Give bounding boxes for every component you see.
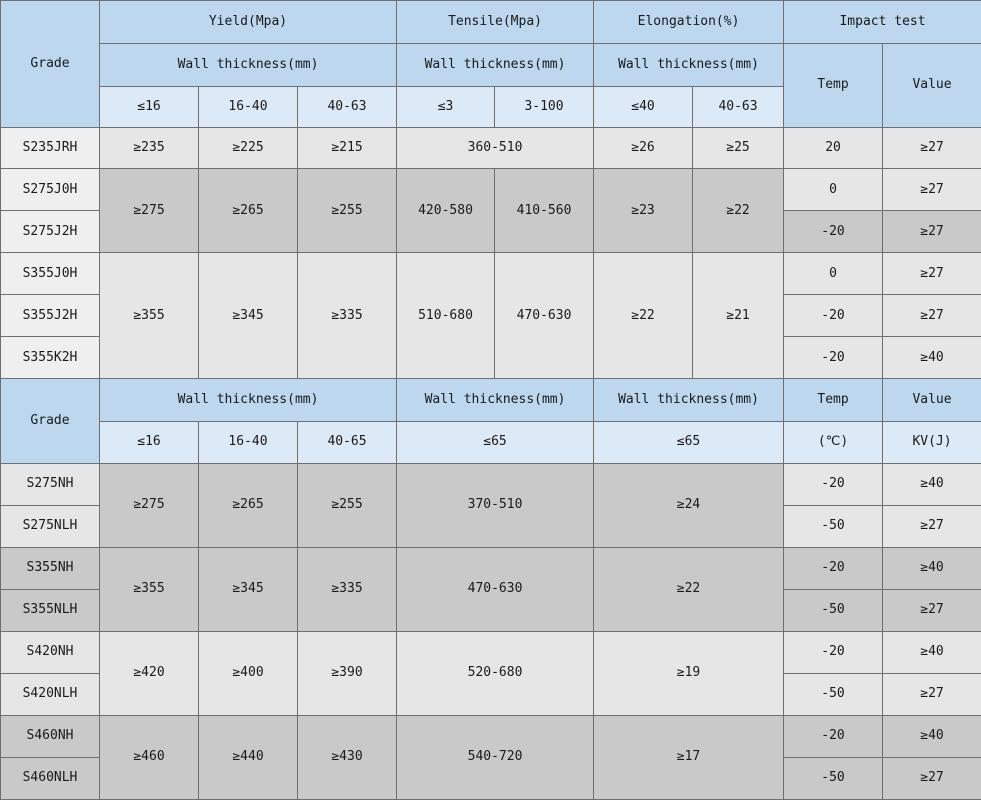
table1-group-elongation: Elongation(%) [594,1,784,44]
tensile-2-s355: 470-630 [495,253,594,379]
tensile-s460n: 540-720 [397,715,594,799]
table1-group-tensile: Tensile(Mpa) [397,1,594,44]
tensile-s275n: 370-510 [397,463,594,547]
yield-2-s460n: ≥440 [199,715,298,799]
table1-subgroup-tensile-wall: Wall thickness(mm) [397,44,594,87]
impact-temp-s275nlh: -50 [784,505,883,547]
grade-s275nh: S275NH [1,463,100,505]
impact-value-s420nh: ≥40 [883,631,981,673]
yield-1-s275n: ≥275 [100,463,199,547]
impact-temp-s235jrh: 20 [784,128,883,169]
impact-temp-s355nh: -20 [784,547,883,589]
impact-temp-s275j0h: 0 [784,169,883,211]
elongation-s355n: ≥22 [594,547,784,631]
impact-temp-s460nlh: -50 [784,757,883,799]
impact-value-s355j0h: ≥27 [883,253,981,295]
table2-subgroup-yield-wall: Wall thickness(mm) [100,379,397,422]
table2-header-row-ranges [1,422,981,463]
table2-range-tensile: ≤65 [397,422,594,463]
impact-value-s275nh: ≥40 [883,463,981,505]
impact-temp-s355j2h: -20 [784,295,883,337]
impact-value-s355k2h: ≥40 [883,337,981,379]
elongation-s460n: ≥17 [594,715,784,799]
yield-3-s355: ≥335 [298,253,397,379]
table1-subgroup-yield-wall: Wall thickness(mm) [100,44,397,87]
table2-subgroup-elongation-wall: Wall thickness(mm) [594,379,784,422]
yield-1-s235jrh: ≥235 [100,128,199,169]
yield-1-s275: ≥275 [100,169,199,253]
grade-s355j0h: S355J0H [1,253,100,295]
impact-temp-s420nh: -20 [784,631,883,673]
impact-temp-s460nh: -20 [784,715,883,757]
table-row [1,715,981,757]
table1-range-yield-1: ≤16 [100,87,199,128]
impact-temp-s355nlh: -50 [784,589,883,631]
impact-value-s275j0h: ≥27 [883,169,981,211]
yield-2-s355n: ≥345 [199,547,298,631]
yield-2-s355: ≥345 [199,253,298,379]
table1-range-yield-2: 16-40 [199,87,298,128]
impact-temp-s420nlh: -50 [784,673,883,715]
yield-1-s420n: ≥420 [100,631,199,715]
table-row [1,169,981,211]
tensile-s235jrh: 360-510 [397,128,594,169]
elongation-1-s355: ≥22 [594,253,693,379]
table1-impact-value-header: Value [883,44,981,128]
yield-3-s355n: ≥335 [298,547,397,631]
yield-3-s275: ≥255 [298,169,397,253]
yield-1-s460n: ≥460 [100,715,199,799]
table2-subgroup-tensile-wall: Wall thickness(mm) [397,379,594,422]
grade-s275j0h: S275J0H [1,169,100,211]
table2-range-yield-1: ≤16 [100,422,199,463]
table2-value-unit: KV(J) [883,422,981,463]
table1-range-tensile-1: ≤3 [397,87,495,128]
table2-range-yield-2: 16-40 [199,422,298,463]
yield-2-s420n: ≥400 [199,631,298,715]
elongation-s275n: ≥24 [594,463,784,547]
yield-2-s275: ≥265 [199,169,298,253]
table1-header-row-groups [1,1,981,44]
table1-range-tensile-2: 3-100 [495,87,594,128]
elongation-2-s355: ≥21 [693,253,784,379]
table-row [1,547,981,589]
impact-value-s275nlh: ≥27 [883,505,981,547]
yield-3-s275n: ≥255 [298,463,397,547]
table-row [1,128,981,169]
yield-3-s420n: ≥390 [298,631,397,715]
yield-1-s355n: ≥355 [100,547,199,631]
grade-s420nlh: S420NLH [1,673,100,715]
grade-s355j2h: S355J2H [1,295,100,337]
impact-value-s355nlh: ≥27 [883,589,981,631]
impact-value-s420nlh: ≥27 [883,673,981,715]
table2-impact-temp-header: Temp [784,379,883,422]
elongation-1-s275: ≥23 [594,169,693,253]
tensile-1-s275: 420-580 [397,169,495,253]
elongation-s420n: ≥19 [594,631,784,715]
elongation-2-s275: ≥22 [693,169,784,253]
grade-s460nlh: S460NLH [1,757,100,799]
table1-grade-header: Grade [1,1,100,128]
grade-s460nh: S460NH [1,715,100,757]
table2-impact-value-header: Value [883,379,981,422]
impact-value-s460nlh: ≥27 [883,757,981,799]
table1-subgroup-elongation-wall: Wall thickness(mm) [594,44,784,87]
table1-group-impact: Impact test [784,1,981,44]
impact-temp-s275j2h: -20 [784,211,883,253]
table1-header-row-subgroups [1,44,981,87]
elongation-1-s235jrh: ≥26 [594,128,693,169]
tensile-2-s275: 410-560 [495,169,594,253]
table2-range-elongation: ≤65 [594,422,784,463]
impact-temp-s355k2h: -20 [784,337,883,379]
grade-s275j2h: S275J2H [1,211,100,253]
table1-impact-temp-header: Temp [784,44,883,128]
yield-3-s460n: ≥430 [298,715,397,799]
grade-s420nh: S420NH [1,631,100,673]
impact-value-s355j2h: ≥27 [883,295,981,337]
table-row [1,463,981,505]
impact-temp-s275nh: -20 [784,463,883,505]
table1-group-yield: Yield(Mpa) [100,1,397,44]
yield-3-s235jrh: ≥215 [298,128,397,169]
impact-temp-s355j0h: 0 [784,253,883,295]
grade-s355nlh: S355NLH [1,589,100,631]
table1-range-yield-3: 40-63 [298,87,397,128]
table1-range-elongation-1: ≤40 [594,87,693,128]
table2-temp-unit: (℃) [784,422,883,463]
tensile-s420n: 520-680 [397,631,594,715]
impact-value-s355nh: ≥40 [883,547,981,589]
table-row [1,631,981,673]
yield-2-s235jrh: ≥225 [199,128,298,169]
grade-s235jrh: S235JRH [1,128,100,169]
tensile-1-s355: 510-680 [397,253,495,379]
grade-s355k2h: S355K2H [1,337,100,379]
yield-1-s355: ≥355 [100,253,199,379]
impact-value-s460nh: ≥40 [883,715,981,757]
table-row [1,253,981,295]
table1-range-elongation-2: 40-63 [693,87,784,128]
tensile-s355n: 470-630 [397,547,594,631]
elongation-2-s235jrh: ≥25 [693,128,784,169]
impact-value-s275j2h: ≥27 [883,211,981,253]
grade-s275nlh: S275NLH [1,505,100,547]
grade-s355nh: S355NH [1,547,100,589]
table2-header-row-subgroups [1,379,981,422]
yield-2-s275n: ≥265 [199,463,298,547]
table2-range-yield-3: 40-65 [298,422,397,463]
impact-value-s235jrh: ≥27 [883,128,981,169]
table2-grade-header: Grade [1,379,100,463]
